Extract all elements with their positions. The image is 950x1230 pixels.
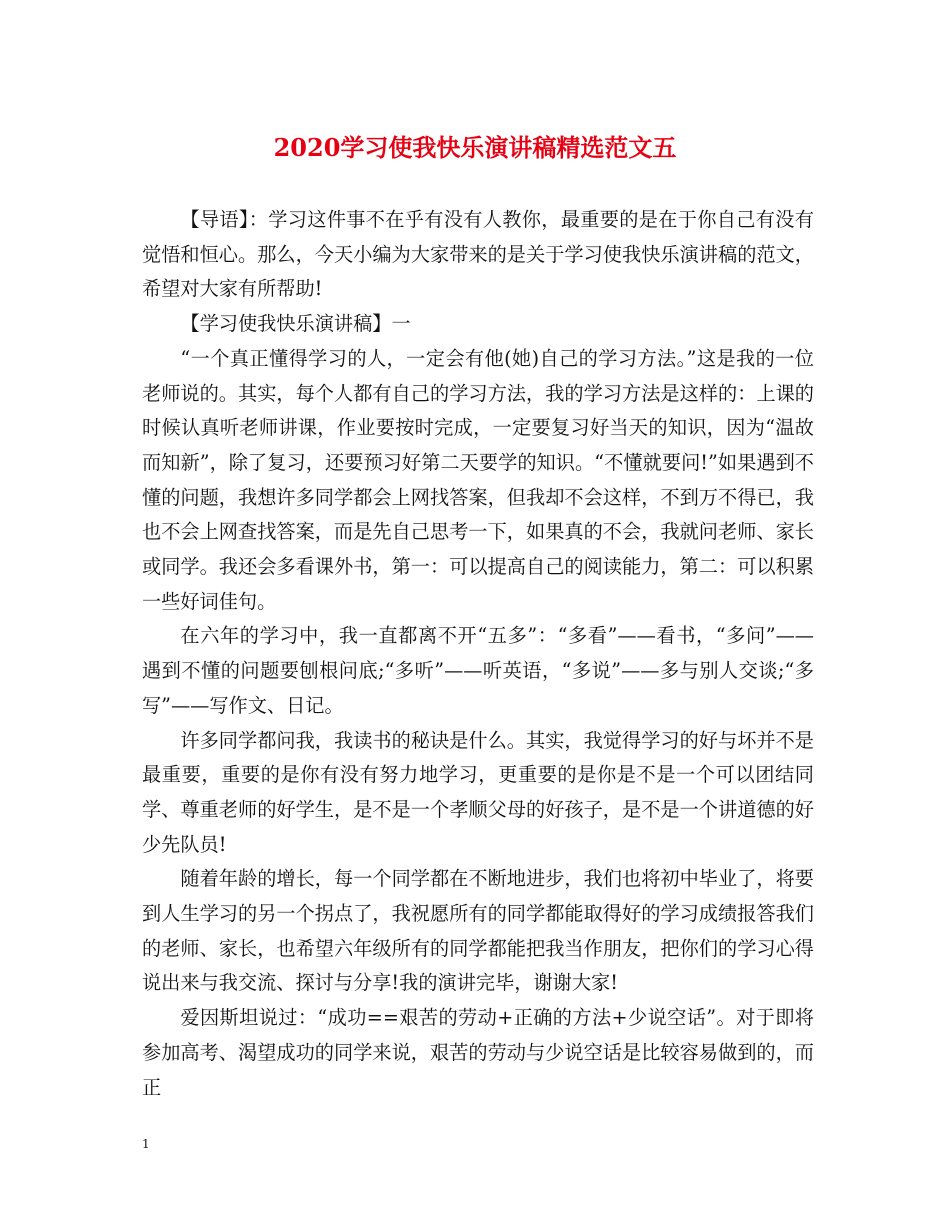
document-body <box>142 203 814 1105</box>
paragraph-secret: 许多同学都问我，我读书的秘诀是什么。其实，我觉得学习的好与坏并不是最重要，重要的是你有没有努力地学习，更重要的是你是不是一个可以团结同学、尊重老师的好学生，是不是一个孝顺父母的好孩子，是不是一个讲道德的好少先队员! <box>142 728 814 856</box>
page-number: 1 <box>142 1137 150 1151</box>
paragraph-five-more: 在六年的学习中，我一直都离不开“五多”：“多看”——看书，“多问”——遇到不懂的问题要刨根问底;“多听”——听英语，“多说”——多与别人交谈;“多写”——写作文、日记。 <box>142 624 814 717</box>
paragraph-section-heading: 【学习使我快乐演讲稿】一 <box>180 312 411 336</box>
paragraph-intro: 【导语】：学习这件事不在乎有没有人教你，最重要的是在于你自己有没有觉悟和恒心。那么，今天小编为大家带来的是关于学习使我快乐演讲稿的范文，希望对大家有所帮助! <box>142 208 814 301</box>
document-title: 2020学习使我快乐演讲稿精选范文五 <box>273 133 677 162</box>
paragraph-study-method: “一个真正懂得学习的人，一定会有他(她)自己的学习方法。”这是我的一位老师说的。其实，每个人都有自己的学习方法，我的学习方法是这样的：上课的时候认真听老师讲课，作业要按时完成，一定要复习好当天的知识，因为“温故而知新”，除了复习，还要预习好第二天要学的知识。“不懂就要问!”如果遇到不懂的问题，我想许多同学都会上网找答案，但我却不会这样，不到万不得已，我也不会上网查找答案，而是先自己思考一下，如果真的不会，我就问老师、家长或同学。我还会多看课外书，第一：可以提高自己的阅读能力，第二：可以积累一些好词佳句。 <box>142 346 814 613</box>
paragraph-growth: 随着年龄的增长，每一个同学都在不断地进步，我们也将初中毕业了，将要到人生学习的另一个拐点了，我祝愿所有的同学都能取得好的学习成绩报答我们的老师、家长，也希望六年级所有的同学都能把我当作朋友，把你们的学习心得说出来与我交流、探讨与分享!我的演讲完毕，谢谢大家! <box>142 867 814 995</box>
paragraph-einstein: 爱因斯坦说过：“成功==艰苦的劳动+正确的方法+少说空话”。对于即将参加高考、渴望成功的同学来说，艰苦的劳动与少说空话是比较容易做到的，而正 <box>142 1006 814 1099</box>
